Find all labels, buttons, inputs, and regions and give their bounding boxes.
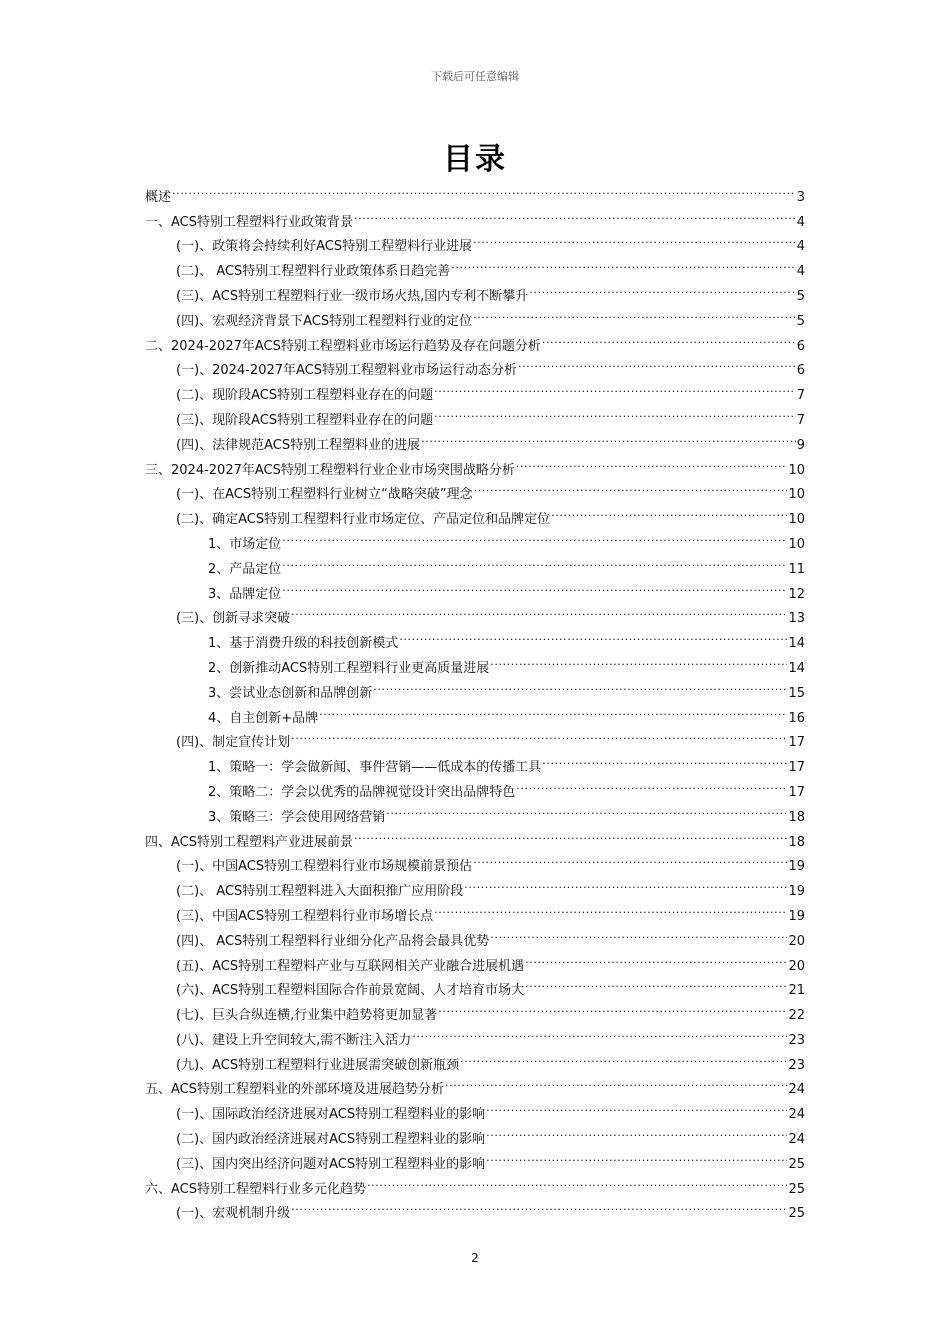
toc-entry-page: 14	[788, 636, 805, 652]
toc-entry-page: 4	[796, 239, 805, 255]
toc-entry-text: 3、策略三：学会使用网络营销	[208, 809, 386, 825]
dot-leader	[412, 1019, 787, 1044]
toc-entry-page: 5	[796, 313, 805, 329]
toc-entry-page: 5	[796, 288, 805, 304]
toc-entry-page: 21	[788, 983, 805, 999]
toc-entry-text: (二)、 ACS特别工程塑料进入大面积推广应用阶段	[176, 884, 464, 900]
toc-entry-page: 23	[788, 1032, 805, 1048]
dot-leader	[486, 1143, 787, 1168]
dot-leader	[486, 1118, 787, 1143]
toc-entry-page: 10	[788, 462, 805, 478]
toc-entry-page: 25	[788, 1181, 805, 1197]
dot-leader	[445, 1069, 787, 1094]
toc-entry-page: 20	[788, 933, 805, 949]
toc-entry-text: (四)、 ACS特别工程塑料行业细分化产品将会最具优势	[176, 933, 490, 949]
toc-entry-page: 18	[788, 834, 805, 850]
dot-leader	[354, 821, 787, 846]
toc-entry-page: 15	[788, 685, 805, 701]
toc-entry-text: 2、策略二：学会以优秀的品牌视觉设计突出品牌特色	[208, 784, 516, 800]
toc-entry-page: 23	[788, 1057, 805, 1073]
dot-leader	[386, 796, 787, 821]
header-note: 下载后可任意编辑	[431, 70, 519, 83]
toc-entry-page: 9	[796, 437, 805, 453]
toc-entry-page: 4	[796, 264, 805, 280]
toc-entry-text: (三)、中国ACS特别工程塑料行业市场增长点	[176, 908, 434, 924]
toc-entry-text: 2、创新推动ACS特别工程塑料行业更高质量进展	[208, 660, 490, 676]
toc-entry-text: 二、2024-2027年ACS特别工程塑料业市场运行趋势及存在问题分析	[145, 338, 541, 354]
toc-entry-page: 25	[788, 1206, 805, 1222]
toc-entry-page: 18	[788, 809, 805, 825]
dot-leader	[291, 598, 787, 623]
dot-leader	[525, 970, 787, 995]
toc-entry-page: 24	[788, 1082, 805, 1098]
dot-leader	[551, 498, 787, 523]
toc-entry-text: (二)、确定ACS特别工程塑料行业市场定位、产品定位和品牌定位	[176, 512, 551, 528]
dot-leader	[367, 1168, 787, 1193]
toc-entry-text: (三)、ACS特别工程塑料行业一级市场火热,国内专利不断攀升	[176, 288, 529, 304]
toc-entry-text: (二)、现阶段ACS特别工程塑料业存在的问题	[176, 388, 434, 404]
dot-leader	[516, 449, 788, 474]
toc-entry-page: 14	[788, 660, 805, 676]
toc-entry-text: 3、品牌定位	[208, 586, 282, 602]
toc-entry-text: 1、基于消费升级的科技创新模式	[208, 636, 399, 652]
dot-leader	[282, 573, 787, 598]
dot-leader	[490, 647, 787, 672]
toc-entry-text: (九)、ACS特别工程塑料行业进展需突破创新瓶颈	[176, 1057, 460, 1073]
toc-entry-text: 五、ACS特别工程塑料业的外部环境及进展趋势分析	[145, 1082, 444, 1098]
toc-entry-text: 3、尝试业态创新和品牌创新	[208, 685, 373, 701]
dot-leader	[473, 846, 787, 871]
toc-entry[interactable]	[145, 201, 805, 230]
toc-entry[interactable]	[145, 176, 805, 205]
toc-entry-text: (一)、政策将会持续利好ACS特别工程塑料行业进展	[176, 239, 473, 255]
toc-entry-text: 1、策略一：学会做新闻、事件营销——低成本的传播工具	[208, 760, 542, 776]
page-title: 目录	[443, 142, 507, 177]
toc-entry-page: 19	[788, 908, 805, 924]
dot-leader	[464, 870, 787, 895]
toc-entry-text: (一)、国际政治经济进展对ACS特别工程塑料业的影响	[176, 1107, 486, 1123]
dot-leader	[354, 201, 796, 226]
dot-leader	[434, 895, 787, 920]
toc-entry-text: 2、产品定位	[208, 561, 282, 577]
dot-leader	[525, 945, 787, 970]
toc-entry-page: 4	[796, 214, 805, 230]
dot-leader	[438, 994, 787, 1019]
toc-entry-page: 24	[788, 1132, 805, 1148]
dot-leader	[542, 746, 787, 771]
toc-entry-text: 1、市场定位	[208, 536, 282, 552]
toc-entry-text: 概述	[145, 189, 172, 205]
toc-entry-page: 24	[788, 1107, 805, 1123]
toc-entry-text: (三)、国内突出经济问题对ACS特别工程塑料业的影响	[176, 1156, 486, 1172]
dot-leader	[399, 622, 787, 647]
toc-entry-page: 25	[788, 1156, 805, 1172]
dot-leader	[451, 250, 795, 275]
dot-leader	[460, 1044, 787, 1069]
toc-entry-page: 17	[788, 760, 805, 776]
toc-entry-text: (八)、建设上升空间较大,需不断注入活力	[176, 1032, 412, 1048]
toc-entry-text: (一)、2024-2027年ACS特别工程塑料业市场运行动态分析	[176, 363, 517, 379]
toc-entry-text: (二)、 ACS特别工程塑料行业政策体系日趋完善	[176, 264, 451, 280]
toc-entry-text: (六)、ACS特别工程塑料国际合作前景宽阔、人才培育市场大	[176, 983, 525, 999]
dot-leader	[434, 374, 796, 399]
toc-entry-text: 一、ACS特别工程塑料行业政策背景	[145, 214, 353, 230]
dot-leader	[291, 722, 787, 747]
toc-entry-text: 4、自主创新+品牌	[208, 710, 319, 726]
toc-entry-page: 19	[788, 859, 805, 875]
toc-entry-text: (二)、国内政治经济进展对ACS特别工程塑料业的影响	[176, 1132, 486, 1148]
toc-entry-page: 22	[788, 1008, 805, 1024]
dot-leader	[282, 548, 787, 573]
dot-leader	[473, 226, 796, 251]
toc-entry-page: 19	[788, 884, 805, 900]
dot-leader	[542, 325, 796, 350]
page-number: 2	[471, 1251, 479, 1265]
toc-entry-text: (一)、在ACS特别工程塑料行业树立“战略突破”理念	[176, 487, 473, 503]
toc-entry-text: 四、ACS特别工程塑料产业进展前景	[145, 834, 353, 850]
dot-leader	[282, 523, 787, 548]
toc-entry-text: 六、ACS特别工程塑料行业多元化趋势	[145, 1181, 366, 1197]
toc-entry-page: 10	[788, 487, 805, 503]
dot-leader	[518, 350, 796, 375]
toc-entry-text: (七)、巨头合纵连横,行业集中趋势将更加显著	[176, 1008, 438, 1024]
toc-entry-text: (三)、现阶段ACS特别工程塑料业存在的问题	[176, 412, 434, 428]
dot-leader	[529, 275, 795, 300]
toc-entry-page: 17	[788, 784, 805, 800]
dot-leader	[473, 300, 796, 325]
toc-entry-page: 16	[788, 710, 805, 726]
toc-entry-page: 7	[796, 412, 805, 428]
toc-entry-page: 6	[796, 338, 805, 354]
dot-leader	[373, 672, 787, 697]
dot-leader	[516, 771, 787, 796]
toc-entry-page: 20	[788, 958, 805, 974]
table-of-contents	[145, 176, 805, 1222]
toc-entry-text: (一)、中国ACS特别工程塑料行业市场规模前景预估	[176, 859, 473, 875]
toc-entry-text: 三、2024-2027年ACS特别工程塑料行业企业市场突围战略分析	[145, 462, 515, 478]
toc-entry-text: (四)、制定宣传计划	[176, 735, 291, 751]
toc-entry-page: 10	[788, 536, 805, 552]
dot-leader	[421, 424, 796, 449]
dot-leader	[486, 1093, 787, 1118]
toc-entry-page: 11	[788, 561, 805, 577]
dot-leader	[474, 474, 788, 499]
toc-entry-text: (四)、宏观经济背景下ACS特别工程塑料行业的定位	[176, 313, 473, 329]
toc-entry-page: 3	[796, 189, 805, 205]
toc-entry-page: 13	[788, 611, 805, 627]
dot-leader	[490, 920, 787, 945]
toc-entry-text: (三)、创新寻求突破	[176, 611, 291, 627]
toc-entry-page: 10	[788, 512, 805, 528]
toc-entry-text: (五)、ACS特别工程塑料产业与互联网相关产业融合进展机遇	[176, 958, 525, 974]
toc-entry-text: (四)、法律规范ACS特别工程塑料业的进展	[176, 437, 421, 453]
dot-leader	[291, 1193, 787, 1218]
toc-entry-page: 7	[796, 388, 805, 404]
toc-entry-page: 12	[788, 586, 805, 602]
toc-entry-page: 6	[796, 363, 805, 379]
dot-leader	[172, 176, 796, 201]
toc-entry-page: 17	[788, 735, 805, 751]
toc-entry-text: (一)、宏观机制升级	[176, 1206, 291, 1222]
dot-leader	[434, 399, 796, 424]
dot-leader	[319, 697, 787, 722]
